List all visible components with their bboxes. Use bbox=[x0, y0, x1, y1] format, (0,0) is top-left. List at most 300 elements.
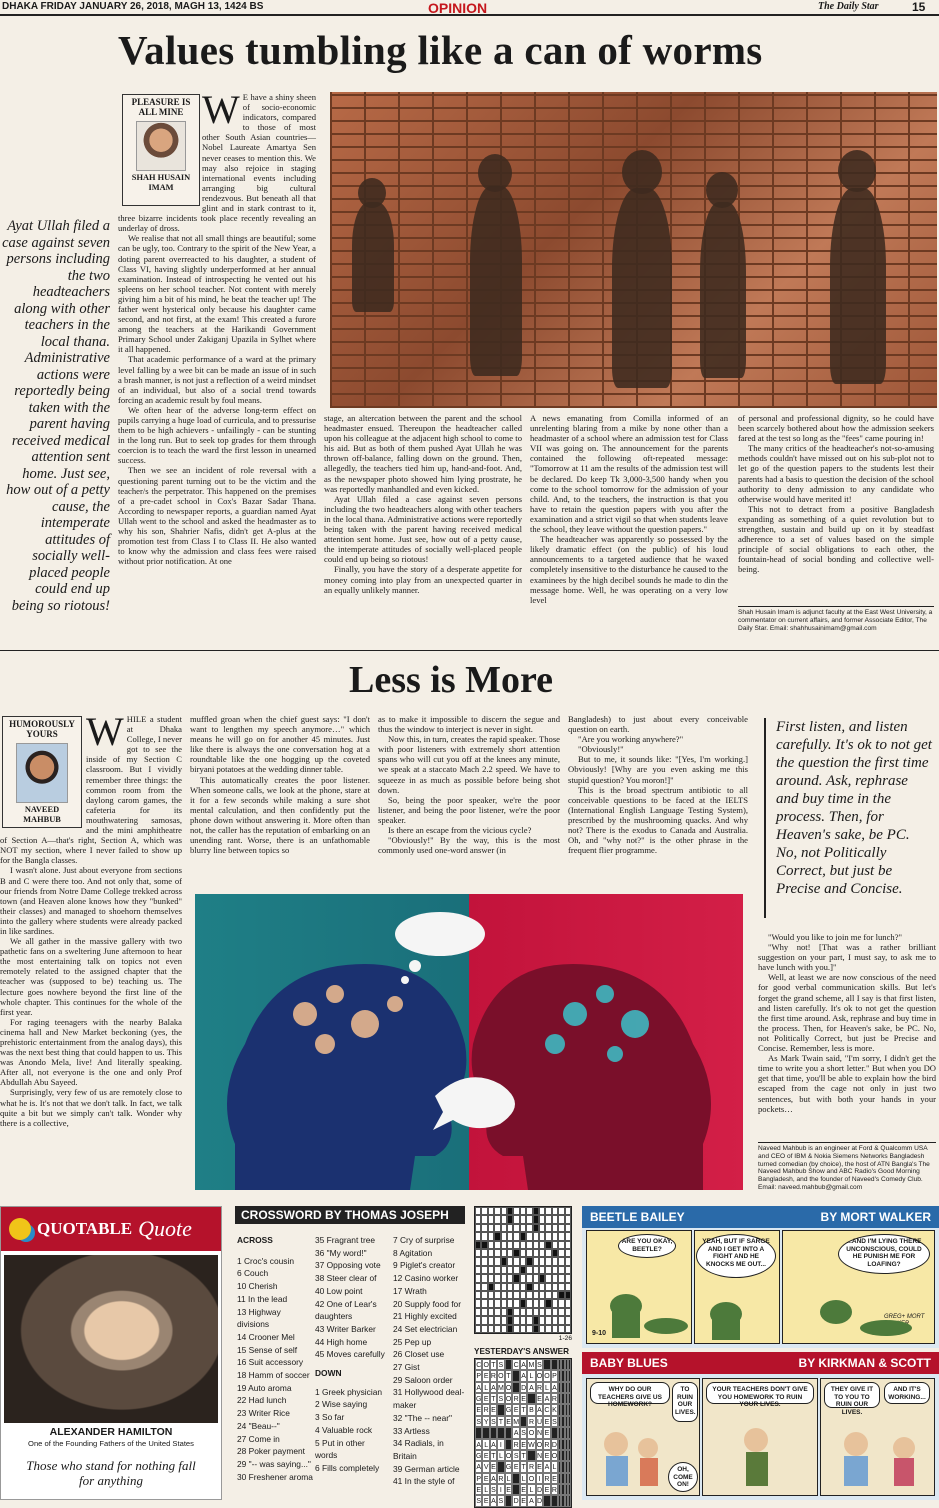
answer-cell: G bbox=[475, 1393, 482, 1404]
comic-credit: BY MORT WALKER bbox=[820, 1210, 931, 1224]
article2-author-bio: Naveed Mahbub is an engineer at Ford & Qualcomm USA and CEO of IBM & Nokia Siemens Networks Bangladesh turned comedian (by choice), the host of ATN Bangla's The Naveed Mahbub Show and ABC Radio's Good Morning Bangladesh, and the founder of Naveed's Comedy Club. Email: naveed.mahbub@gmail.com bbox=[758, 1145, 930, 1191]
answer-cell: R bbox=[551, 1484, 558, 1495]
answer-cell: I bbox=[497, 1439, 505, 1450]
answer-cell: E bbox=[512, 1404, 520, 1415]
clue-item: 18 Hamm of soccer bbox=[237, 1370, 310, 1381]
answer-cell: T bbox=[520, 1404, 527, 1415]
answer-cell: I bbox=[497, 1484, 505, 1495]
comic-baby-blues bbox=[582, 1352, 939, 1500]
clue-item: 9 Piglet's creator bbox=[393, 1260, 456, 1271]
clue-item: 1 Croc's cousin bbox=[237, 1255, 294, 1266]
crossword-section bbox=[235, 1206, 465, 1500]
answer-cell: E bbox=[543, 1416, 550, 1427]
answer-cell: V bbox=[482, 1461, 489, 1472]
divider bbox=[0, 650, 939, 651]
speech-bubble: THEY GIVE IT TO YOU TO RUIN OUR LIVES. bbox=[824, 1382, 880, 1408]
paragraph: "Why not! [That was a rather brilliant suggestion on your part, I must say, to ask me to have lunch with you.]" bbox=[758, 942, 936, 973]
answer-cell: O bbox=[536, 1439, 543, 1450]
clues-col3 bbox=[393, 1234, 465, 1488]
clue-item: 21 Highly excited bbox=[393, 1311, 457, 1322]
clue-item: 42 One of Lear's daughters bbox=[315, 1298, 377, 1322]
answer-cell bbox=[512, 1382, 520, 1393]
paragraph: That academic performance of a ward at the primary level falling by a wee bit can be made an issue of in such a brash manner, is not just a reflection of a weird mindset of an individual, but also of a social trend towards forcing an academic result by foul means. bbox=[118, 354, 316, 405]
clue-item: 6 Couch bbox=[237, 1268, 269, 1279]
quotable-quote-box bbox=[0, 1206, 222, 1500]
article2-pullquote: First listen, and listen carefully. It's ok to not get the question the first time around. Ask, rephrase and buy time in the process. Then, for Heaven's sake, be PC. No, not Politically Correct, but just be Precise and Concise. bbox=[776, 719, 932, 897]
drop-cap: W bbox=[202, 87, 240, 132]
answer-cell: E bbox=[543, 1450, 550, 1461]
answer-cell: Y bbox=[482, 1416, 489, 1427]
answer-cell bbox=[505, 1427, 512, 1438]
paragraph: As Mark Twain said, "I'm sorry, I didn't get the time to write you a short letter." But when you DO get that time, you'll be able to explain how the bird escaped from the cage not only in just two sentences, but with both your hands in your pockets… bbox=[758, 1053, 936, 1114]
paragraph: We realise that not all small things are beautiful; some can be ugly, too. Contrary to the spirit of the New Year, a doting parent overreacted to his daughter, a student of Class VI, having slightly underperformed at her annual examination. Instead of introspecting he vented out his spleens on her school teacher. Not content with merely giving him a bit of his mind, he beat the teacher up! The father went hysterical only because his daughter came second, and not first, at the exam! This created a furore among the teachers at the Harikandi Government Primary School under Zakiganj Upazila in Sylhet where it all happened. bbox=[118, 233, 316, 355]
clue-item: 33 Artless bbox=[393, 1425, 430, 1436]
grid-cell[interactable] bbox=[565, 1316, 571, 1324]
answer-cell: I bbox=[536, 1473, 543, 1484]
answer-cell: P bbox=[475, 1370, 482, 1381]
clue-item: 38 Steer clear of bbox=[315, 1273, 377, 1284]
answer-cell bbox=[568, 1359, 571, 1370]
comic-title: BEETLE BAILEY bbox=[590, 1210, 685, 1224]
answer-cell: A bbox=[490, 1382, 497, 1393]
clue-item: 27 Come in bbox=[237, 1433, 280, 1444]
answer-cell bbox=[527, 1393, 536, 1404]
speech-bubble: YEAH, BUT IF SARGE AND I GET INTO A FIGHT AND HE KNOCKS ME OUT... bbox=[696, 1234, 776, 1278]
grid-cell[interactable] bbox=[565, 1249, 571, 1257]
grid-cell[interactable] bbox=[565, 1232, 571, 1240]
answer-cell bbox=[568, 1439, 571, 1450]
answer-cell: O bbox=[497, 1370, 505, 1381]
grid-cell[interactable] bbox=[565, 1266, 571, 1274]
paragraph: The headteacher was apparently so possessed by the likely dramatic effect (on the public) of his loud announcements to a targeted audience that he waxed completely insensitive to the disturbance he caused to the examinees by the high decibel sounds he made to din the message home. Well, he was operating on a very low level bbox=[530, 534, 728, 605]
paragraph: Then we see an incident of role reversal with a questioning parent turning out to be the victim and the teacher/s the perpetrator. This happened on the premises of a pre-cadet school in Cox's Bazar Sadar Thana. According to newspaper reports, a guardian named Ayat Ullah went to the school and asked the headmaster as to why his son, Shahrier Nafis, didn't get A-plus at the promotion test from Class I to Class II. He also wanted to know why the admission and class fees were raised without prior notification. At one bbox=[118, 465, 316, 567]
answer-grid bbox=[474, 1358, 572, 1508]
answer-cell: S bbox=[497, 1393, 505, 1404]
answer-cell bbox=[568, 1404, 571, 1415]
answer-cell: A bbox=[490, 1439, 497, 1450]
clue-item: 5 Put in other words bbox=[315, 1437, 365, 1461]
grid-cell[interactable] bbox=[565, 1291, 571, 1299]
answer-cell bbox=[505, 1495, 512, 1506]
clue-item: 40 Low point bbox=[315, 1285, 363, 1296]
answer-cell bbox=[543, 1359, 550, 1370]
answer-cell bbox=[490, 1427, 497, 1438]
paragraph: This is the broad spectrum antibiotic to all conceivable questions to be faced at the IELTS (International English Language Testing System), prescribed by the mushrooming quacks. And why not? There is the exodus to Canada and Australia. Oh, and "why not?" is the other phrase in the frequent flier programme. bbox=[568, 784, 748, 856]
clue-item: 44 High home bbox=[315, 1336, 368, 1347]
answer-cell: O bbox=[527, 1473, 536, 1484]
clue-item: 35 Fragrant tree bbox=[315, 1235, 376, 1245]
answer-cell: O bbox=[536, 1370, 543, 1381]
article1-author-bio: Shah Husain Imam is adjunct faculty at the East West University, a commentator on current affairs, and former Associate Editor, The Daily Star. Email: shahhusainimam@gmail.com bbox=[738, 609, 933, 632]
answer-cell: R bbox=[527, 1416, 536, 1427]
illustration-svg bbox=[195, 894, 743, 1190]
answer-cell: E bbox=[505, 1484, 512, 1495]
grid-cell[interactable] bbox=[565, 1257, 571, 1265]
clue-item: 17 Wrath bbox=[393, 1285, 427, 1296]
answer-cell: P bbox=[475, 1473, 482, 1484]
clue-item: 37 Opposing vote bbox=[315, 1260, 381, 1271]
answer-cell: R bbox=[512, 1439, 520, 1450]
answer-cell: R bbox=[527, 1461, 536, 1472]
clue-item: 36 "My word!" bbox=[315, 1247, 367, 1258]
clue-item: 6 Fills completely bbox=[315, 1462, 380, 1473]
answer-cell: R bbox=[497, 1473, 505, 1484]
paragraph: The many critics of the headteacher's not-so-amusing methods couldn't have missed out on his sub-plot not to let go of the question papers to the students lest their parents had a basis to question the decision of the school authority to deny admission to any candidate who otherwise would have merited it! bbox=[738, 443, 934, 504]
paragraph: Ayat Ullah filed a case against seven persons including the two headteachers along with other teachers in the local thana. Administrative actions were reportedly being taken with the parent having received medical attention sent home. Just see, how out of a petty cause, the intemperate attitudes of socially well-placed people could end up being so riotous! bbox=[324, 493, 522, 565]
answer-cell: E bbox=[543, 1484, 550, 1495]
paragraph: "Obviously!" bbox=[578, 744, 624, 755]
clue-item: 22 Had lunch bbox=[237, 1395, 287, 1406]
grid-cell[interactable] bbox=[565, 1215, 571, 1223]
answer-cell: D bbox=[512, 1495, 520, 1506]
answer-cell: E bbox=[505, 1416, 512, 1427]
article1-headline: Values tumbling like a can of worms bbox=[118, 27, 763, 73]
speech-bubble: ...AND I'M LYING THERE UNCONSCIOUS, COULD HE PUNISH ME FOR LOAFING? bbox=[838, 1234, 930, 1274]
clue-item: 41 In the style of bbox=[393, 1476, 455, 1487]
grid-cell[interactable] bbox=[565, 1325, 571, 1333]
answer-cell bbox=[520, 1416, 527, 1427]
clue-item: 15 Sense of self bbox=[237, 1344, 298, 1355]
answer-cell: M bbox=[497, 1382, 505, 1393]
answer-cell: R bbox=[543, 1439, 550, 1450]
author-name: SHAH HUSAIN IMAM bbox=[131, 173, 191, 192]
clue-item: 24 "Beau--" bbox=[237, 1420, 280, 1431]
answer-cell: R bbox=[490, 1370, 497, 1381]
answer-cell: R bbox=[543, 1473, 550, 1484]
quote-text: Those who stand for nothing fall for anything bbox=[26, 1458, 196, 1488]
paragraph: This not to detract from a positive Bangladesh expanding as something of a quiet revolution but to strengthen, sustain and build up on it by steadfast adherence to a set of values based on the simple principle of social obligations to each other, the fountain-head of social bonding and collective well-being. bbox=[738, 503, 934, 575]
answer-cell: R bbox=[512, 1393, 520, 1404]
across-label: ACROSS bbox=[237, 1235, 273, 1245]
answer-cell bbox=[551, 1427, 558, 1438]
answer-cell: C bbox=[512, 1359, 520, 1370]
clue-item: 31 Hollywood deal-maker bbox=[393, 1387, 465, 1411]
comic-characters bbox=[586, 1422, 935, 1496]
answer-cell: E bbox=[520, 1484, 527, 1495]
grid-cell[interactable] bbox=[565, 1299, 571, 1307]
answer-cell: A bbox=[475, 1382, 482, 1393]
answer-cell bbox=[551, 1359, 558, 1370]
clue-item: 19 Auto aroma bbox=[237, 1382, 292, 1393]
paragraph: A news emanating from Comilla informed of an unrelenting blaring from a mike by none other than a headmaster of a school where an admission test for Class VII was going on. The announcement for the parents contained the following oft-repeated message: "Tomorrow at 11 am the results of the admission test will be declared. Do keep Tk 3,000-3,500 handy when you come to the school tomorrow for the admission of your child. And, to the teachers, the instruction is that you have to retain the question papers with you after the examination and a strict vigil so that when students leave the school, they leave without the question papers." bbox=[530, 413, 728, 535]
paragraph: as to make it impossible to discern the segue and thus the window to interject is never in sight. bbox=[378, 714, 560, 735]
portrait-hamilton bbox=[4, 1255, 218, 1423]
answer-cell: E bbox=[520, 1495, 527, 1506]
grid-cell[interactable] bbox=[565, 1283, 571, 1291]
section-label: OPINION bbox=[428, 0, 488, 16]
article2-col3 bbox=[378, 714, 560, 882]
answer-cell bbox=[543, 1495, 550, 1506]
article1-col1 bbox=[118, 87, 316, 638]
answer-cell: M bbox=[512, 1416, 520, 1427]
comic-date: 9-10 bbox=[592, 1330, 607, 1337]
answer-cell: E bbox=[482, 1370, 489, 1381]
clue-item: 43 Writer Barker bbox=[315, 1323, 376, 1334]
answer-cell: D bbox=[551, 1439, 558, 1450]
clues-col1 bbox=[237, 1234, 313, 1483]
comic-signature: GREG+ MORT bbox=[884, 1314, 925, 1320]
comic-header bbox=[582, 1352, 939, 1374]
answer-cell: A bbox=[490, 1495, 497, 1506]
answer-cell: C bbox=[543, 1404, 550, 1415]
answer-cell bbox=[512, 1484, 520, 1495]
paragraph: E have a shiny sheen of socio-economic indicators, compared to those of most other South Asian countries—Nobel Laureate Amartya Sen never ceases to mention this. We may also rejoice in staging international events including arranging big cultural rendezvous. But beneath all that glint and in stark contrast to it, three bizarre incidents took place recently revealing an underlay of dross. bbox=[118, 92, 316, 234]
crossword-grid[interactable] bbox=[474, 1206, 572, 1334]
clue-item: 11 In the lead bbox=[237, 1293, 288, 1304]
paragraph: HILE a student at Dhaka College, I never got to see the inside of my Section C classroom. But I vividly remember three things: the common room from the daylong carom games, the cafeteria for its mouthwatering samosas, and the mini amphitheatre of Section A—that's right, Section A, which was NOT my section, where I never failed to show up for the Bangla classes. bbox=[0, 714, 182, 866]
answer-cell bbox=[568, 1393, 571, 1404]
grid-cell[interactable] bbox=[565, 1274, 571, 1282]
clue-item: 4 Valuable rock bbox=[315, 1424, 373, 1435]
dateline: DHAKA FRIDAY JANUARY 26, 2018, MAGH 13, 1424 BS bbox=[2, 1, 264, 12]
answer-cell: A bbox=[512, 1427, 520, 1438]
paragraph: Bangladesh) to just about every conceivable question on earth. bbox=[568, 714, 748, 735]
answer-cell: E bbox=[520, 1393, 527, 1404]
answer-cell: D bbox=[536, 1495, 543, 1506]
article2-col5 bbox=[758, 932, 936, 1138]
answer-cell: G bbox=[505, 1404, 512, 1415]
answer-cell bbox=[568, 1484, 571, 1495]
answer-cell bbox=[505, 1359, 512, 1370]
answer-cell: O bbox=[505, 1393, 512, 1404]
quote-title-b: Quote bbox=[138, 1216, 192, 1241]
answer-cell: E bbox=[520, 1439, 527, 1450]
grid-cell[interactable] bbox=[565, 1224, 571, 1232]
page-number: 15 bbox=[912, 0, 926, 14]
answer-cell: S bbox=[536, 1359, 543, 1370]
answer-cell: L bbox=[520, 1473, 527, 1484]
answer-cell bbox=[482, 1427, 489, 1438]
crossword-title: CROSSWORD BY THOMAS JOSEPH bbox=[235, 1206, 465, 1224]
answer-cell bbox=[512, 1370, 520, 1381]
clue-item: 3 So far bbox=[315, 1412, 345, 1423]
clue-item: 39 German article bbox=[393, 1463, 460, 1474]
paragraph: We all gather in the massive gallery with two pathetic fans on a sweltering June afternoon to hear the most entertaining talk on topics not even remotely related to the assigned chapter that the teacher was (supposed to be) teaching us. The lecture goes nowhere beyond the first line of the whole chapter. This continues for the whole of the first year. bbox=[0, 936, 182, 1017]
paragraph: We often hear of the adverse long-term effect on pupils carrying a huge load of curricula, and to pressurise them to be high achievers - unfailingly - can be stunting in the long run. But to seek top grades for them through coercion is to teach the ward the first lesson in unearned success. bbox=[118, 404, 316, 466]
across-list-cont bbox=[315, 1234, 387, 1361]
article1-col3 bbox=[530, 413, 728, 641]
clue-item: 16 Suit accessory bbox=[237, 1357, 304, 1368]
speech-bubble: WHY DO OUR TEACHERS GIVE US HOMEWORK? bbox=[590, 1382, 670, 1404]
answer-cell: D bbox=[536, 1484, 543, 1495]
answer-cell: L bbox=[482, 1439, 489, 1450]
box-spacer bbox=[118, 92, 202, 208]
paragraph: of personal and professional dignity, so he could have been scarcely bothered about how the admission seekers fared at the test so long as the "fees" came pouring in! bbox=[738, 413, 934, 444]
answer-cell: R bbox=[551, 1393, 558, 1404]
answer-cell: O bbox=[551, 1450, 558, 1461]
clue-item: 8 Agitation bbox=[393, 1247, 433, 1258]
answer-cell: A bbox=[536, 1404, 543, 1415]
speech-bubble: OH, COME ON! bbox=[668, 1462, 698, 1492]
clue-item: 29 "-- was saying..." bbox=[237, 1458, 311, 1469]
answer-cell: L bbox=[527, 1370, 536, 1381]
answer-cell: E bbox=[512, 1461, 520, 1472]
article2-col2 bbox=[190, 714, 370, 882]
clue-item: 45 Moves carefully bbox=[315, 1349, 385, 1360]
answer-cell: E bbox=[482, 1473, 489, 1484]
answer-cell: A bbox=[520, 1370, 527, 1381]
clue-item: 27 Gist bbox=[393, 1362, 420, 1373]
answer-cell: K bbox=[551, 1404, 558, 1415]
answer-cell: E bbox=[490, 1461, 497, 1472]
answer-cell: S bbox=[475, 1416, 482, 1427]
paragraph: This automatically creates the poor listener. When someone calls, we look at the phone, stare at it for a few seconds while making a sure shot mental calculation, and then confidently put the phone down without answering it. More often than not, the caller has the reputation of embarking on an unending rant. Worse, there is an unfathomable blurry line between topics so bbox=[190, 774, 370, 856]
answer-cell bbox=[568, 1495, 571, 1506]
answer-cell: E bbox=[482, 1393, 489, 1404]
answer-cell: E bbox=[551, 1473, 558, 1484]
answer-cell: L bbox=[497, 1450, 505, 1461]
answer-cell: S bbox=[520, 1427, 527, 1438]
yesterday-answer-label: YESTERDAY'S ANSWER bbox=[474, 1346, 570, 1356]
clue-item: 13 Highway divisions bbox=[237, 1306, 281, 1330]
clue-item: 12 Casino worker bbox=[393, 1273, 459, 1284]
answer-cell: L bbox=[505, 1473, 512, 1484]
answer-cell: U bbox=[536, 1416, 543, 1427]
two-heads-illustration bbox=[195, 894, 743, 1190]
answer-cell bbox=[568, 1416, 571, 1427]
answer-cell: S bbox=[512, 1450, 520, 1461]
clue-item: 7 Cry of surprise bbox=[393, 1235, 455, 1245]
quote-title-a: QUOTABLE bbox=[37, 1219, 133, 1238]
answer-cell: O bbox=[527, 1427, 536, 1438]
answer-cell: A bbox=[551, 1382, 558, 1393]
answer-cell: W bbox=[527, 1439, 536, 1450]
divider bbox=[758, 1142, 936, 1143]
clue-item: 26 Closet use bbox=[393, 1349, 445, 1360]
answer-cell: T bbox=[520, 1450, 527, 1461]
shadow-figures-photo bbox=[330, 92, 937, 408]
answer-cell bbox=[568, 1427, 571, 1438]
answer-cell: S bbox=[497, 1495, 505, 1506]
article2-col1 bbox=[0, 709, 182, 1190]
author-name: NAVEED MAHBUB bbox=[23, 805, 61, 824]
paragraph: Now this, in turn, creates the rapid speaker. Those with poor listeners with extremely short attention spans who will cut you off at the knees any minute, we speak at a staccato Mach 2.2 speed. We have to squeeze in as much as possible before being shot down. bbox=[378, 734, 560, 795]
paragraph: But to me, it sounds like: "[Yes, I'm working.] Obviously! [Why are you even asking me this stupid question? You moron!]" bbox=[568, 754, 748, 785]
comic-credit: BY KIRKMAN & SCOTT bbox=[798, 1356, 931, 1370]
quote-icon bbox=[9, 1218, 31, 1240]
answer-cell: E bbox=[482, 1495, 489, 1506]
answer-cell: G bbox=[475, 1450, 482, 1461]
grid-note: 1-26 bbox=[558, 1335, 572, 1342]
answer-cell: N bbox=[536, 1427, 543, 1438]
answer-cell: T bbox=[497, 1416, 505, 1427]
clue-item: 30 Freshener aroma bbox=[237, 1471, 313, 1482]
answer-cell bbox=[527, 1450, 536, 1461]
paragraph: For raging teenagers with the nearby Balaka cinema hall and New Market beckoning (yes, the prehistoric entertainment from the analog days), this was the next best thing that could happen to us. This was Anondo Mela, live! And literally speaking. After all, not everyone is the one and only Prof Abdullah Abu Sayeed. bbox=[0, 1016, 182, 1088]
answer-cell: S bbox=[497, 1359, 505, 1370]
clue-item: 32 "The -- near" bbox=[393, 1412, 453, 1423]
answer-cell: T bbox=[490, 1450, 497, 1461]
comic-beetle-bailey bbox=[582, 1206, 939, 1348]
answer-cell: C bbox=[475, 1359, 482, 1370]
answer-cell bbox=[568, 1473, 571, 1484]
answer-cell: A bbox=[520, 1359, 527, 1370]
across-list bbox=[237, 1255, 313, 1484]
page-header bbox=[0, 0, 939, 16]
clue-item: 29 Saloon order bbox=[393, 1374, 453, 1385]
paragraph: Surprisingly, very few of us are remotely close to what he is. It's not that we don't talk. In fact, we talk quite a bit but we simply can't talk. Wonder why there is a collective, bbox=[0, 1087, 182, 1128]
answer-cell: D bbox=[520, 1382, 527, 1393]
answer-cell: O bbox=[482, 1359, 489, 1370]
answer-cell: B bbox=[527, 1404, 536, 1415]
answer-cell: T bbox=[490, 1359, 497, 1370]
clue-item: 24 Set electrician bbox=[393, 1323, 458, 1334]
speech-bubble: AND IT'S WORKING... bbox=[884, 1382, 930, 1404]
answer-cell: E bbox=[543, 1427, 550, 1438]
divider bbox=[738, 606, 934, 607]
down-list-cont bbox=[393, 1234, 465, 1488]
answer-cell bbox=[512, 1473, 520, 1484]
answer-cell: L bbox=[527, 1484, 536, 1495]
answer-cell: S bbox=[490, 1416, 497, 1427]
quote-person-role: One of the Founding Fathers of the United States bbox=[28, 1439, 194, 1448]
answer-cell: O bbox=[505, 1382, 512, 1393]
answer-cell: E bbox=[475, 1484, 482, 1495]
answer-cell: L bbox=[482, 1484, 489, 1495]
answer-cell: A bbox=[490, 1473, 497, 1484]
answer-cell bbox=[497, 1404, 505, 1415]
clue-item: 2 Wise saying bbox=[315, 1399, 368, 1410]
comic-characters bbox=[586, 1266, 935, 1344]
answer-cell: G bbox=[505, 1461, 512, 1472]
answer-cell: A bbox=[475, 1461, 482, 1472]
answer-cell: S bbox=[551, 1416, 558, 1427]
quote-person-name: ALEXANDER HAMILTON bbox=[49, 1426, 173, 1438]
answer-cell bbox=[568, 1382, 571, 1393]
paragraph: I wasn't alone. Just about everyone from sections B and C were there too. And not only that, some of our friends from Notre Dame College trekked across town (and Heaven alone knows how they "bunked" their classes) and managed to shoehorn themselves into the gallery where students were already packed in like sardines. bbox=[0, 865, 182, 936]
clue-item: 20 Supply food for bbox=[393, 1298, 461, 1309]
clue-item: 28 Poker payment bbox=[237, 1446, 305, 1457]
answer-cell: S bbox=[475, 1495, 482, 1506]
clue-item: 23 Writer Rice bbox=[237, 1408, 290, 1419]
article2-col4 bbox=[568, 714, 748, 882]
quote-banner bbox=[1, 1207, 221, 1251]
answer-cell: E bbox=[536, 1461, 543, 1472]
answer-cell: A bbox=[543, 1393, 550, 1404]
crossword-grid-area bbox=[474, 1206, 572, 1506]
grid-cell[interactable] bbox=[565, 1241, 571, 1249]
grid-cell[interactable] bbox=[565, 1308, 571, 1316]
grid-cell[interactable] bbox=[565, 1207, 571, 1215]
answer-cell: A bbox=[527, 1382, 536, 1393]
paragraph: stage, an altercation between the parent and the school headmaster ensued. Thereupon the headteacher called upon his colleague at the adjacent high school to come to his aid. But as both of them pushed Ayat Ullah he was thrown off-balance, falling down on the ground. Then, allegedly, the teachers tied him up, hand-and-foot. And, as the newspaper photo showed him lying prostrate, he was reportedly manhandled and even kicked. bbox=[324, 413, 522, 494]
paragraph: muffled groan when the chief guest says: "I don't want to lengthen my speech anymore…" which means he will go on for another 45 minutes. Just like there is always the one conversation hog at a roundtable like the one hogging up the coveted biryani potatoes at the wedding dinner table. bbox=[190, 714, 370, 775]
column-name: HUMOROUSLY YOURS bbox=[9, 719, 75, 739]
answer-cell bbox=[551, 1495, 558, 1506]
article1-col2 bbox=[324, 413, 522, 641]
answer-cell bbox=[505, 1439, 512, 1450]
answer-cell: O bbox=[505, 1450, 512, 1461]
article1-col4 bbox=[738, 413, 934, 603]
paragraph: Is there an escape from the vicious cycle? bbox=[388, 825, 532, 836]
newspaper-logo: The Daily Star bbox=[818, 1, 879, 12]
answer-cell: L bbox=[482, 1382, 489, 1393]
answer-cell bbox=[497, 1427, 505, 1438]
answer-cell bbox=[568, 1370, 571, 1381]
column-name: PLEASURE IS ALL MINE bbox=[131, 97, 191, 117]
answer-cell: A bbox=[475, 1439, 482, 1450]
answer-cell: E bbox=[482, 1450, 489, 1461]
answer-cell bbox=[568, 1450, 571, 1461]
down-label: DOWN bbox=[315, 1368, 342, 1379]
answer-cell: A bbox=[527, 1495, 536, 1506]
article1-pullquote: Ayat Ullah filed a case against seven persons including the two headteachers along with other teachers in the local thana. Administrative actions were reportedly being taken with the parent having received medical attention sent home. Just see, how out of a petty cause, the intemperate attitudes of socially well-placed people could end up being so riotous! bbox=[2, 218, 110, 614]
clue-item: 10 Cherish bbox=[237, 1281, 278, 1292]
clue-item: 25 Pep up bbox=[393, 1336, 432, 1347]
clue-item: 1 Greek physician bbox=[315, 1386, 383, 1397]
answer-cell: T bbox=[490, 1393, 497, 1404]
paragraph: Well, at least we are now conscious of the need for good verbal communication skills. But let's forget the grand scheme, all I say is that first listen, and listen carefully. It's ok to not get the question the first time around. Ask, rephrase and buy time in the process. Then, for Heaven's sake, be PC. No, not Politically Correct, but just be Precise and Concise. Remember, less is more. bbox=[758, 972, 936, 1054]
